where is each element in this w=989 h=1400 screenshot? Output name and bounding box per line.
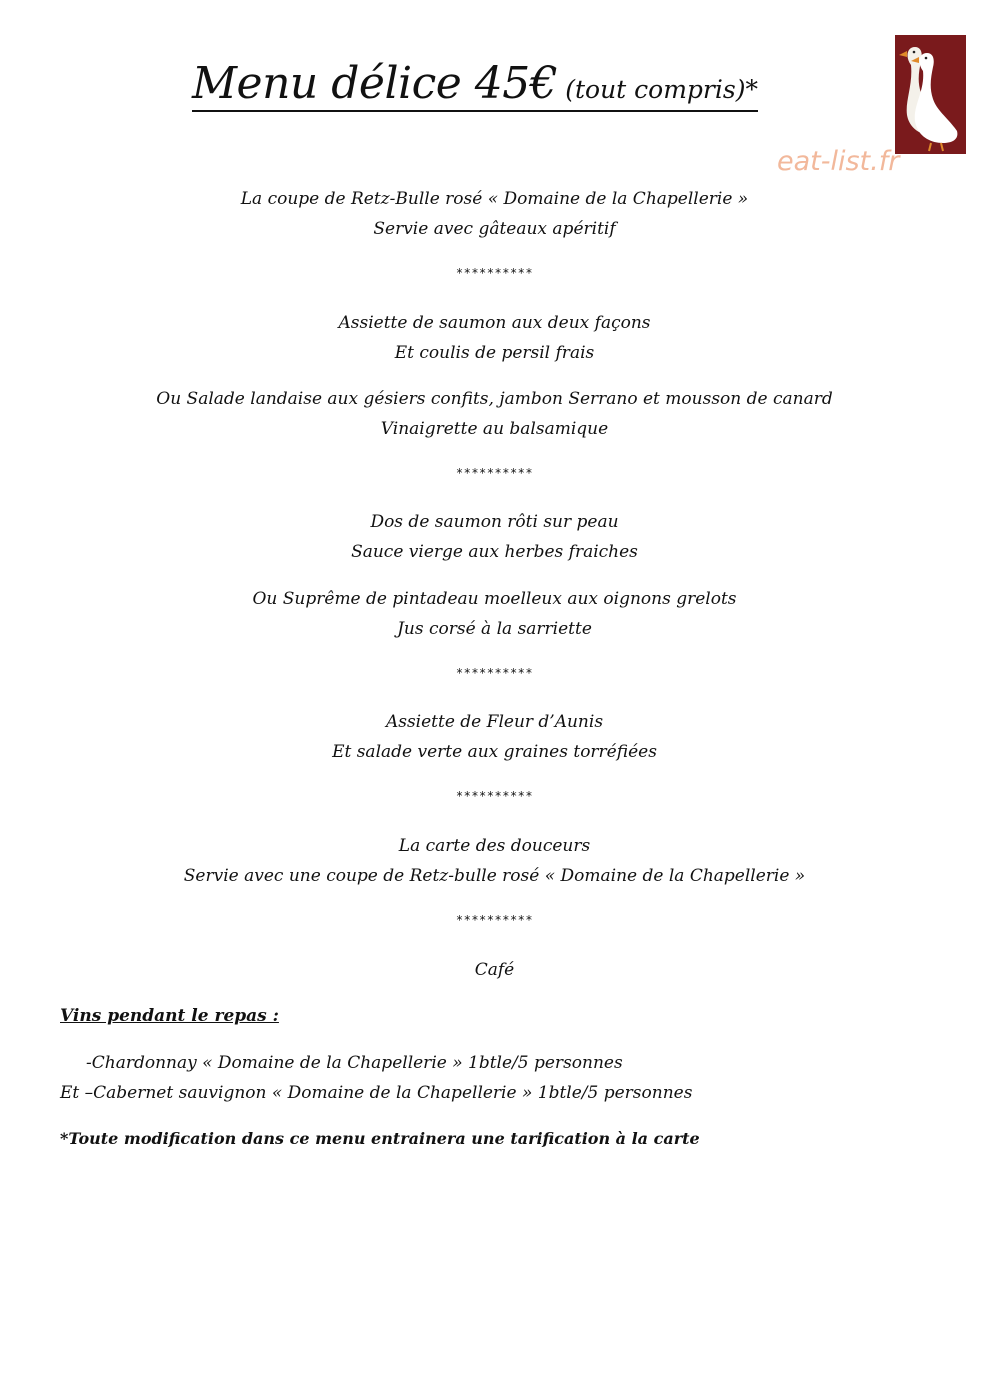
starter-1-line-2: Et coulis de persil frais [394, 343, 595, 363]
dessert-line-1: La carte des douceurs [398, 836, 591, 856]
watermark-text: eat-list.fr [777, 146, 900, 177]
aperitif-line-2: Servie avec gâteaux apéritif [373, 219, 616, 239]
geese-logo-icon [895, 35, 966, 154]
main-2-line-2: Jus corsé à la sarriette [397, 619, 592, 639]
wine-item-1: -Chardonnay « Domaine de la Chapellerie » 1btle/5 personnes [86, 1053, 623, 1073]
main-2-line-1: Ou Suprême de pintadeau moelleux aux oignons grelots [252, 589, 737, 609]
main-1-line-2: Sauce vierge aux herbes fraiches [351, 542, 638, 562]
menu-title [192, 58, 758, 112]
starter-2-line-1: Ou Salade landaise aux gésiers confits, jambon Serrano et mousson de canard [156, 389, 833, 409]
menu-title-sub: (tout compris)* [557, 75, 758, 104]
separator: ********** [455, 466, 534, 480]
aperitif-line-1: La coupe de Retz-Bulle rosé « Domaine de la Chapellerie » [240, 189, 749, 209]
main-1-line-1: Dos de saumon rôti sur peau [370, 512, 619, 532]
separator: ********** [455, 789, 534, 803]
wine-item-2: Et –Cabernet sauvignon « Domaine de la Chapellerie » 1btle/5 personnes [60, 1083, 693, 1103]
starter-2-line-2: Vinaigrette au balsamique [380, 419, 609, 439]
wines-heading: Vins pendant le repas : [60, 1006, 279, 1026]
coffee-line: Café [474, 960, 515, 980]
footnote: *Toute modification dans ce menu entrainera une tarification à la carte [60, 1129, 700, 1148]
separator: ********** [455, 666, 534, 680]
starter-1-line-1: Assiette de saumon aux deux façons [338, 313, 651, 333]
separator: ********** [455, 913, 534, 927]
cheese-line-1: Assiette de Fleur d’Aunis [385, 712, 604, 732]
dessert-line-2: Servie avec une coupe de Retz-bulle rosé « Domaine de la Chapellerie » [183, 866, 806, 886]
cheese-line-2: Et salade verte aux graines torréfiées [332, 742, 657, 762]
separator: ********** [455, 266, 534, 280]
menu-title-main: Menu délice 45€ [192, 58, 558, 109]
